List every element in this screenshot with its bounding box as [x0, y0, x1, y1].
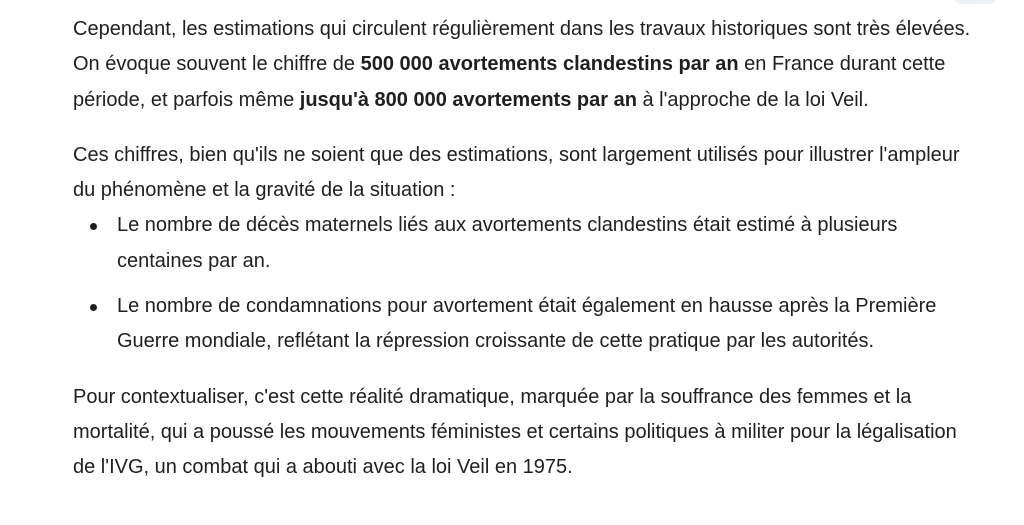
p1-bold-500000: 500 000 avortements clandestins par an — [360, 53, 739, 76]
top-right-control[interactable] — [952, 0, 998, 4]
bullet-icon — [90, 304, 97, 311]
paragraph-contextualiser: Pour contextualiser, c'est cette réalité dramatique, marquée par la souffrance des femmes et la mortalité, qui a poussé les mouvements féministes et certains politiques à militer pour la légalisation de l'IVG, un combat qui a abouti avec la loi Veil en 1975. — [73, 385, 957, 479]
p1-text-2: en France durant cette période, et parfois même — [73, 53, 946, 111]
p1-text-1: Cependant, les estimations qui circulent régulièrement dans les travaux historiques sont très élevées. On évoque souvent le chiffre de — [73, 18, 971, 76]
paragraph-estimations — [73, 12, 973, 118]
p1-text-3: à l'approche de la loi Veil. — [636, 88, 869, 111]
bullet-icon — [90, 223, 97, 230]
response-text — [73, 12, 973, 486]
list-item — [73, 289, 973, 360]
paragraph-chiffres: Ces chiffres, bien qu'ils ne soient que des estimations, sont largement utilisés pour illustrer l'ampleur du phénomène et la gravité de la situation : — [73, 143, 960, 202]
p1-bold-800000: jusqu'à 800 000 avortements par an — [299, 88, 637, 111]
bullet-list-wrapper — [73, 208, 973, 359]
bullet-list — [73, 208, 973, 359]
list-item-text: Le nombre de condamnations pour avortement était également en hausse après la Première Guerre mondiale, reflétant la répression croissante de cette pratique par les autorités. — [117, 295, 937, 353]
list-item-text: Le nombre de décès maternels liés aux avortements clandestins était estimé à plusieurs centaines par an. — [117, 214, 898, 272]
bottom-fade — [0, 490, 1024, 525]
list-item — [73, 208, 973, 279]
